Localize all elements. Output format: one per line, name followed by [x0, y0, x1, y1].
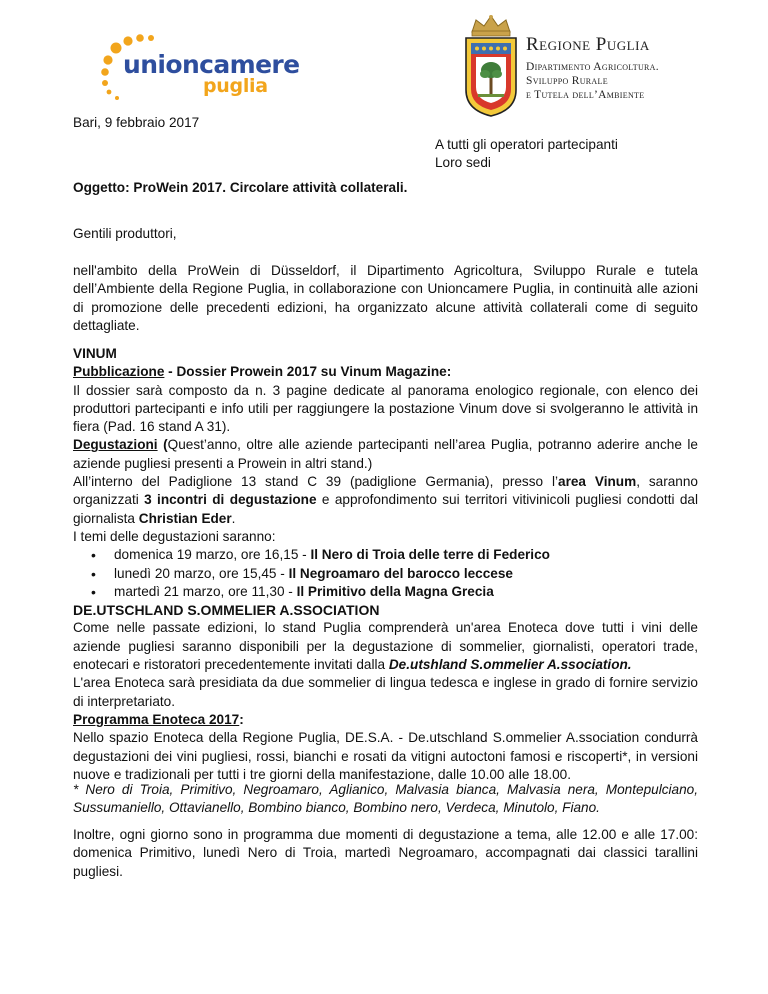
- recipient-line-2: Loro sedi: [435, 155, 491, 170]
- list-item: • lunedì 20 marzo, ore 15,45 - Il Negroamaro del barocco leccese: [89, 565, 698, 583]
- pubblicazione-label: Pubblicazione: [73, 364, 165, 380]
- pubblicazione-line: [73, 363, 698, 381]
- letter-subject: Oggetto: ProWein 2017. Circolare attività collaterali.: [73, 180, 408, 195]
- unioncamere-wordmark: unioncamere: [123, 50, 300, 79]
- pubblicazione-text: Il dossier sarà composto da n. 3 pagine dedicate al panorama enologico regionale, con elenco dei produttori partecipanti e info utili per raggiungere la postazione Vinum dove si svolgeranno le attività in fiera (Pad. 16 stand A 31).: [73, 382, 698, 435]
- degustazioni-paren-open: (: [157, 437, 168, 453]
- desa-paragraph-2: L'area Enoteca sarà presidiata da due sommelier di lingua tedesca e inglese in grado di fornire servizio di interpretariato.: [73, 675, 698, 709]
- programma-line: Programma Enoteca 2017:: [73, 711, 244, 727]
- programma-label: Programma Enoteca 2017: [73, 711, 240, 727]
- programma-text: Nello spazio Enoteca della Regione Puglia, DE.S.A. - De.utschland S.ommelier A.ssociation condurrà degustazioni dei vini pugliesi, rossi, bianchi e rosati da vitigni autoctoni famosi e riscoperti*, in versioni nuove e tradizionali per tutti i tre giorni della manifestazione, dalle 10.00 alle 18.00.: [73, 730, 698, 782]
- coat-of-arms-icon: [462, 14, 520, 118]
- recipient-line-1: A tutti gli operatori partecipanti: [435, 137, 618, 152]
- letter-intro: nell'ambito della ProWein di Düsseldorf, il Dipartimento Agricoltura, Sviluppo Rurale e tutela dell’Ambiente della Regione Puglia, in collaborazione con Unioncamere Puglia, in continuità alle azioni di promozione delle precedenti edizioni, ha organizzato alcune attività collaterali come di seguito dettagliate.: [73, 263, 698, 333]
- vinum-heading: VINUM: [73, 346, 117, 361]
- letter-date: Bari, 9 febbraio 2017: [73, 115, 200, 130]
- degustazioni-label: Degustazioni: [73, 437, 158, 453]
- region-dept-line3: e Tutela dell’Ambiente: [526, 89, 645, 101]
- list-item: • domenica 19 marzo, ore 16,15 - Il Nero di Troia delle terre di Federico: [89, 546, 698, 564]
- unioncamere-logo: [100, 32, 300, 102]
- journalist-name: Christian Eder: [138, 510, 232, 526]
- regione-puglia-title: Regione Puglia: [526, 34, 650, 55]
- desa-name: De.utshland S.ommelier A.ssociation.: [388, 657, 632, 673]
- tasting-list: [73, 546, 698, 601]
- list-item: • martedì 21 marzo, ore 11,30 - Il Primitivo della Magna Grecia: [89, 583, 698, 601]
- grape-varieties-footnote: * Nero di Troia, Primitivo, Negroamaro, Aglianico, Malvasia bianca, Malvasia nera, Montepulciano, Sussumaniello, Ottavianello, Bombino bianco, Bombino nero, Verdeca, Minutolo, Fiano.: [73, 782, 698, 816]
- vinum-section: [73, 345, 698, 784]
- incontri-degustazione: 3 incontri di degustazione: [144, 492, 317, 508]
- area-vinum: area Vinum: [558, 474, 637, 490]
- degustazioni-text: All’interno del Padiglione 13 stand C 39 (padiglione Germania), presso l’area Vinum, saranno organizzati 3 incontri di degustazione e approfondimento sui territori vitivinicoli pugliesi condotti dal giornalista Christian Eder.: [73, 474, 699, 526]
- desa-heading: DE.UTSCHLAND S.OMMELIER A.SSOCIATION: [73, 602, 380, 619]
- letter-greeting: Gentili produttori,: [73, 226, 177, 241]
- puglia-wordmark: puglia: [203, 75, 268, 97]
- degustazioni-line: [73, 436, 698, 473]
- closing-paragraph: Inoltre, ogni giorno sono in programma due momenti di degustazione a tema, alle 12.00 e alle 17.00: domenica Primitivo, lunedì Nero di Troia, martedì Negroamaro, accompagnati dai classici tarallini pugliesi.: [73, 827, 698, 879]
- regione-puglia-emblem: [462, 14, 520, 118]
- pubblicazione-title: - Dossier Prowein 2017 su Vinum Magazine:: [164, 364, 452, 380]
- temi-intro: I temi delle degustazioni saranno:: [73, 528, 276, 544]
- region-dept-line1: Dipartimento Agricoltura.: [526, 61, 659, 73]
- degustazioni-note: Quest’anno, oltre alle aziende partecipanti nell’area Puglia, potranno aderire anche le aziende pugliesi presenti a Prowein in altri stand.): [73, 437, 698, 471]
- region-dept-line2: Sviluppo Rurale: [526, 75, 608, 87]
- desa-paragraph-1: Come nelle passate edizioni, lo stand Puglia comprenderà un'area Enoteca dove tutti i vini delle aziende pugliesi saranno disponibili per la degustazione di sommelier, giornalisti, operatori trade, enotecari e ristoratori precedentemente invitati dalla De.utshland S.ommelier A.ssociation.: [73, 620, 698, 673]
